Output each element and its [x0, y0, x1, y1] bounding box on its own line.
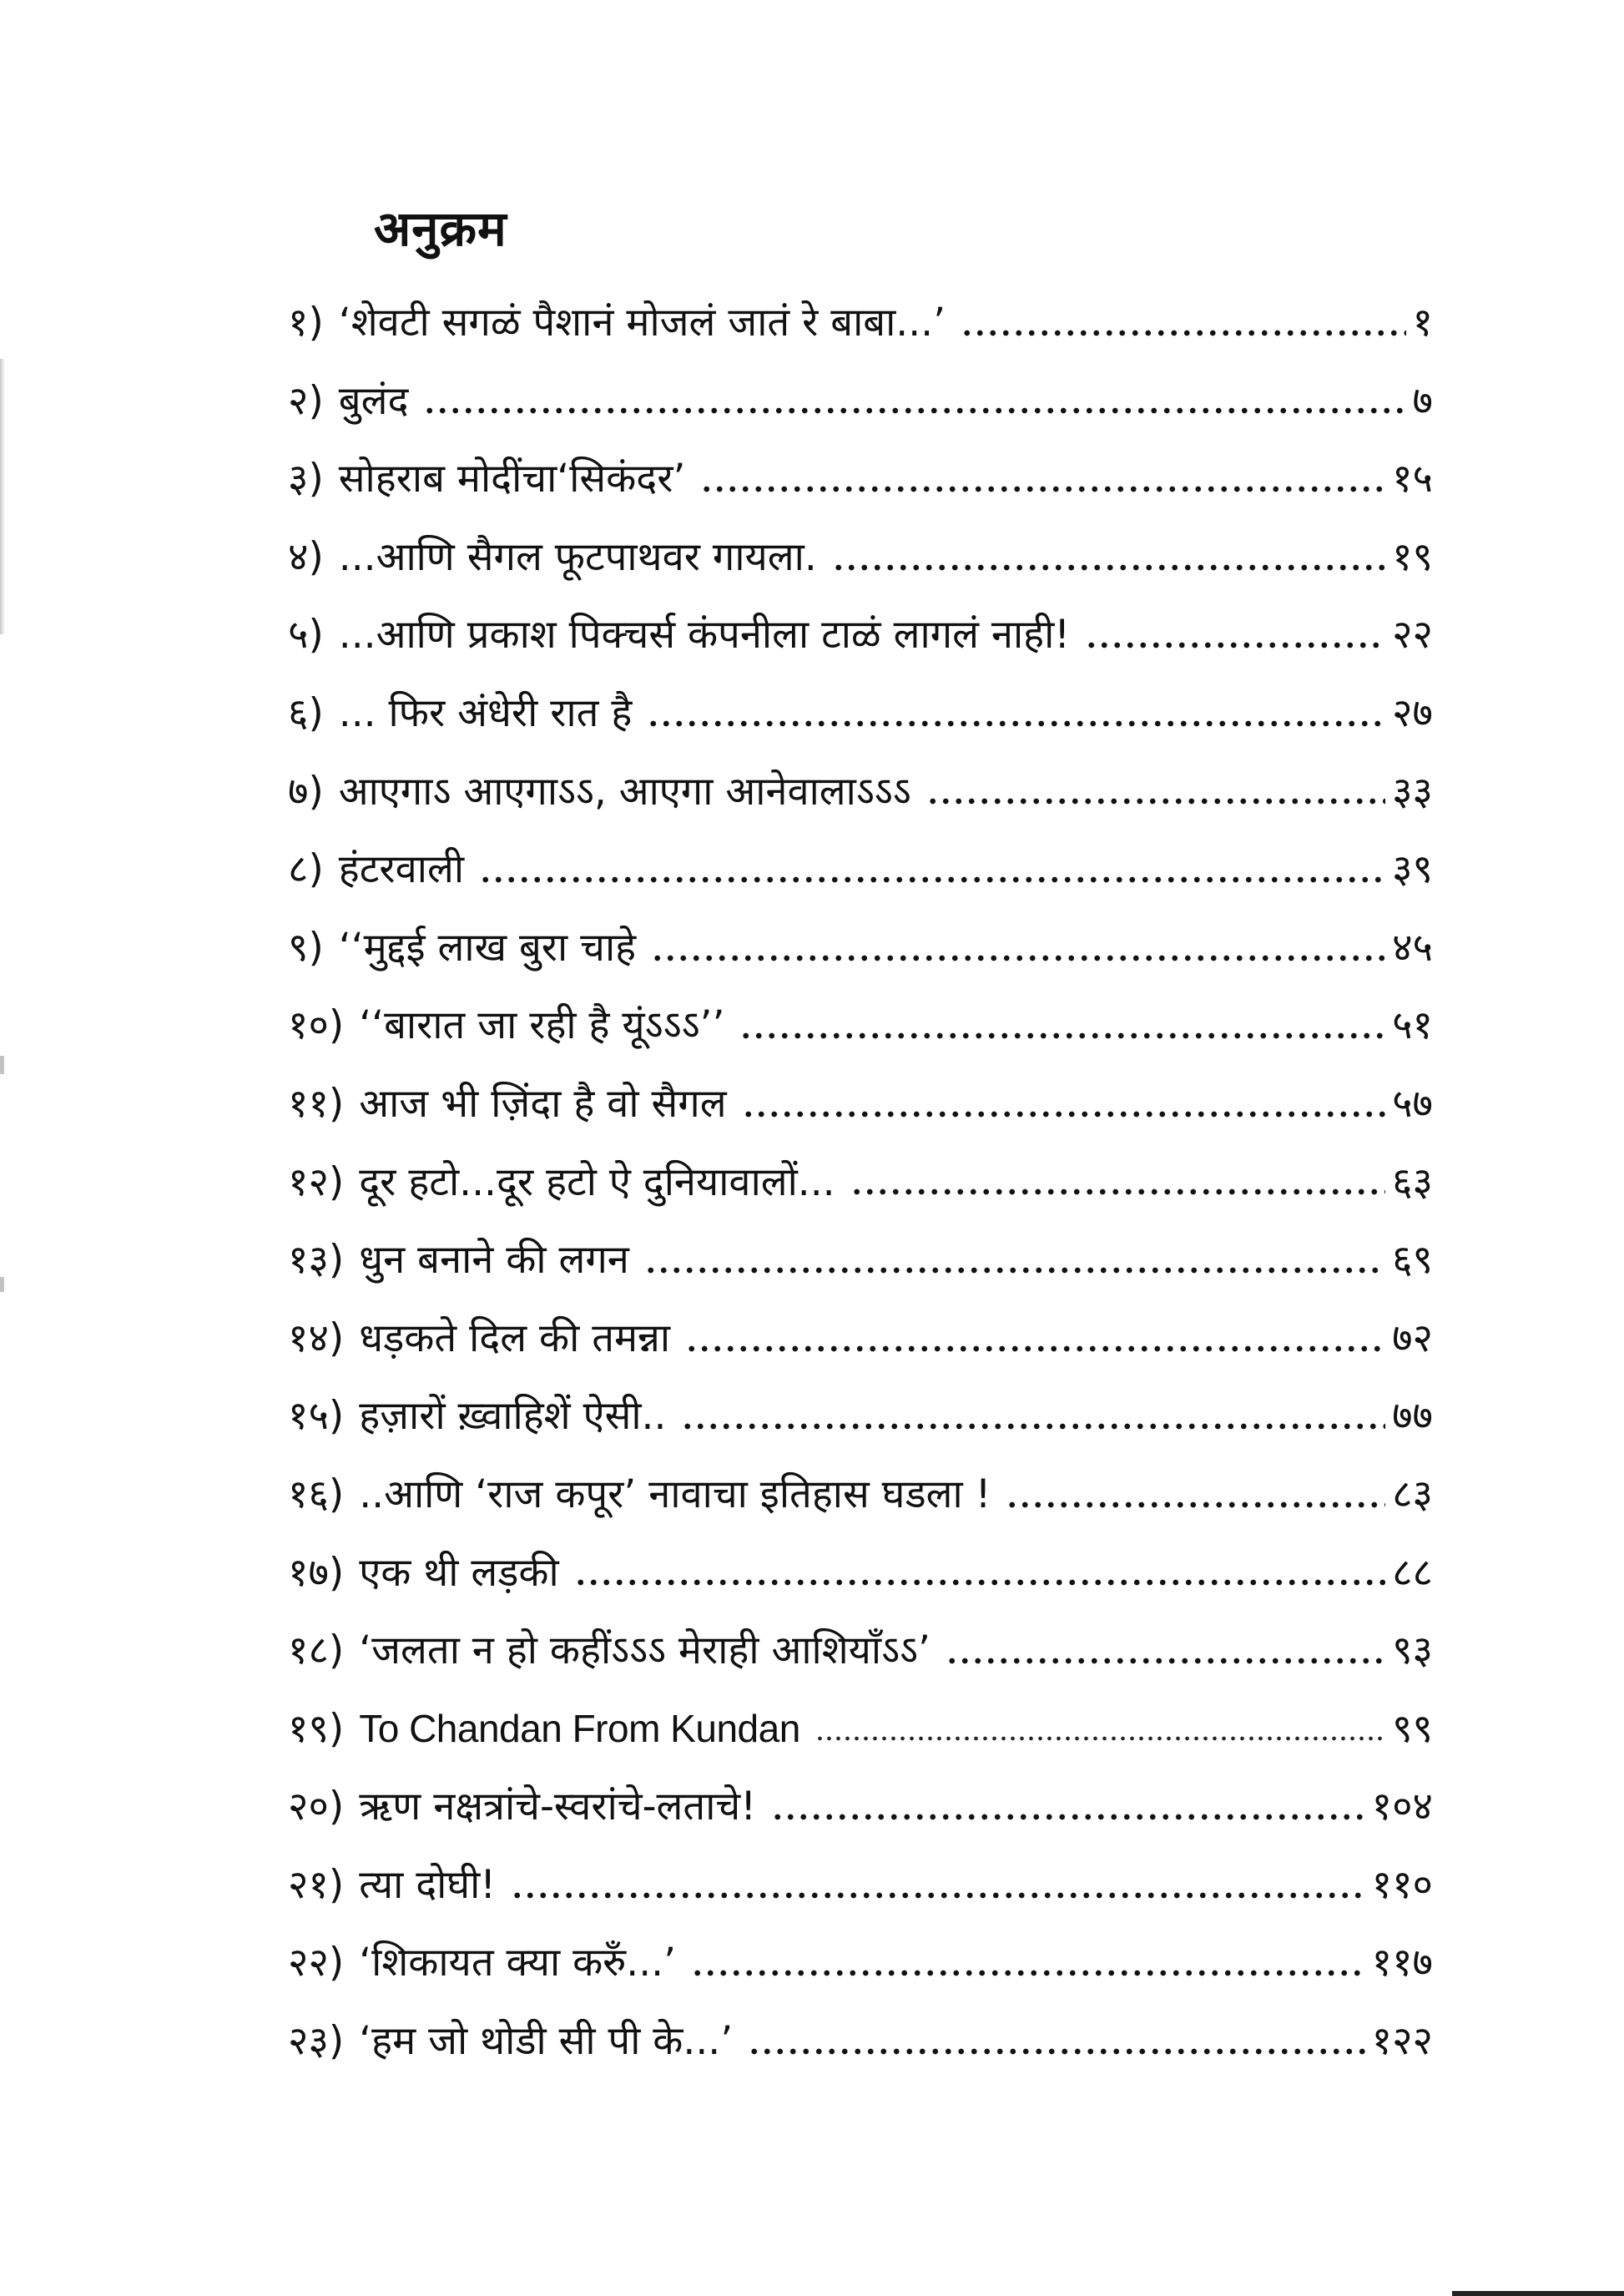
toc-entry-number: ८)	[288, 846, 324, 893]
toc-entry-number: १०)	[288, 1002, 345, 1049]
toc-entry-number: ४)	[288, 533, 324, 580]
toc-entry-number: ९)	[288, 924, 324, 971]
toc-entry	[288, 518, 1433, 597]
toc-entry	[288, 1143, 1433, 1222]
toc-entry	[288, 1534, 1433, 1612]
toc-entry-page-number: १९	[1392, 533, 1433, 580]
dot-leader	[748, 2046, 1365, 2057]
toc-entry	[288, 1768, 1433, 1846]
toc-heading: अनुक्रम	[374, 200, 507, 257]
dot-leader	[832, 562, 1385, 573]
toc-entry-page-number: ५७	[1392, 1080, 1433, 1127]
dot-leader	[850, 1186, 1386, 1198]
toc-entry	[288, 674, 1433, 753]
toc-entry	[288, 2002, 1433, 2081]
toc-entry-title: ‘शेवटी सगळं पैशानं मोजलं जातं रे बाबा...’	[338, 300, 946, 346]
toc-entry-title: ऋण नक्षत्रांचे-स्वरांचे-लताचे!	[359, 1784, 757, 1830]
toc-entry-number: २०)	[288, 1784, 345, 1830]
toc-entry-page-number: ८८	[1392, 1549, 1433, 1596]
toc-entry-title: ‘जलता न हो कहींऽऽऽ मेराही आशियाँऽऽ’	[359, 1627, 931, 1674]
toc-entry-title: ...आणि सैगल फूटपाथवर गायला.	[338, 533, 817, 580]
toc-entry-number: ११)	[288, 1080, 345, 1127]
toc-entry-number: २१)	[288, 1861, 345, 1908]
toc-entry-title: एक थी लड़की	[359, 1549, 559, 1596]
dot-leader	[926, 795, 1385, 807]
toc-list	[288, 284, 1433, 2081]
toc-entry	[288, 1690, 1433, 1769]
toc-entry-page-number: २७	[1392, 689, 1433, 736]
toc-entry	[288, 1846, 1433, 1925]
toc-entry-page-number: १२२	[1371, 2018, 1433, 2065]
toc-entry-number: १२)	[288, 1158, 345, 1205]
toc-entry-page-number: १०४	[1371, 1784, 1433, 1830]
toc-entry	[288, 362, 1433, 441]
toc-entry-title: बुलंद	[338, 377, 409, 424]
toc-entry-title: आज भी ज़िंदा है वो सैगल	[359, 1080, 727, 1127]
dot-leader	[574, 1577, 1385, 1588]
toc-entry-page-number: ९९	[1392, 1705, 1433, 1752]
toc-entry-title: दूर हटो...दूर हटो ऐ दुनियावालों...	[359, 1158, 835, 1205]
toc-entry-title: ... फिर अंधेरी रात है	[338, 689, 633, 736]
toc-entry	[288, 1612, 1433, 1690]
toc-entry-number: १४)	[288, 1315, 345, 1361]
toc-entry-page-number: ११७	[1371, 1940, 1433, 1986]
toc-entry-page-number: ३३	[1392, 768, 1433, 815]
scan-edge-shadow	[0, 359, 5, 634]
dot-leader	[681, 1420, 1385, 1432]
toc-entry-page-number: १५	[1392, 456, 1433, 502]
toc-entry-number: १९)	[288, 1705, 345, 1752]
dot-leader	[1006, 1499, 1385, 1511]
dot-leader	[685, 1343, 1385, 1355]
toc-entry	[288, 1221, 1433, 1299]
dot-leader	[647, 718, 1385, 729]
toc-entry-title: ‘शिकायत क्या करुँ...’	[359, 1940, 677, 1986]
toc-entry-number: ६)	[288, 689, 324, 736]
toc-entry-number: ३)	[288, 456, 324, 502]
toc-entry	[288, 284, 1433, 362]
toc-entry-title: हज़ारों ख़्वाहिशें ऐसी..	[359, 1393, 667, 1440]
scan-speck	[0, 1056, 4, 1074]
toc-entry	[288, 1065, 1433, 1143]
toc-entry-number: २३)	[288, 2018, 345, 2065]
toc-entry	[288, 1377, 1433, 1456]
toc-entry-page-number: २२	[1392, 612, 1433, 659]
toc-entry	[288, 987, 1433, 1065]
toc-entry-number: १३)	[288, 1237, 345, 1284]
toc-entry-number: १७)	[288, 1549, 345, 1596]
toc-entry-page-number: ४५	[1392, 924, 1433, 971]
dot-leader	[771, 1811, 1365, 1823]
toc-entry-number: १८)	[288, 1627, 345, 1674]
dot-leader	[423, 405, 1405, 416]
toc-entry-page-number: ९३	[1392, 1627, 1433, 1674]
toc-entry-number: ७)	[288, 768, 324, 815]
toc-entry-number: १५)	[288, 1393, 345, 1440]
toc-entry-title: ..आणि ‘राज कपूर’ नावाचा इतिहास घडला !	[359, 1471, 991, 1517]
toc-entry-title: हंटरवाली	[338, 846, 464, 893]
toc-entry-title: त्या दोघी!	[359, 1861, 497, 1908]
toc-entry-page-number: ७२	[1392, 1315, 1433, 1361]
dot-leader	[511, 1890, 1365, 1901]
toc-entry-title: ‘हम जो थोडी सी पी के...’	[359, 2018, 734, 2065]
toc-entry-title: धड़कते दिल की तमन्ना	[359, 1315, 671, 1361]
dot-leader	[742, 1108, 1386, 1120]
toc-entry-number: ५)	[288, 612, 324, 659]
scan-border-mark	[1452, 2291, 1624, 2296]
toc-entry-title: धुन बनाने की लगन	[359, 1237, 629, 1284]
toc-entry-page-number: ८३	[1392, 1471, 1433, 1517]
toc-entry-page-number: ६३	[1392, 1158, 1433, 1205]
toc-entry	[288, 596, 1433, 674]
toc-entry-title: ‘‘मुद्दई लाख बुरा चाहे	[338, 924, 637, 971]
scan-speck	[0, 1277, 4, 1292]
toc-entry	[288, 1299, 1433, 1378]
toc-entry-title: आएगाऽ आएगाऽऽ, आएगा आनेवालाऽऽऽ	[338, 768, 911, 815]
dot-leader	[815, 1733, 1385, 1744]
dot-leader	[479, 874, 1385, 886]
dot-leader	[644, 1264, 1385, 1276]
dot-leader	[946, 1655, 1385, 1667]
dot-leader	[651, 952, 1385, 964]
dot-leader	[700, 483, 1385, 495]
toc-entry-title: सोहराब मोदींचा‘सिकंदर’	[338, 456, 686, 502]
toc-entry-page-number: ११०	[1371, 1861, 1433, 1908]
dot-leader	[1085, 639, 1385, 651]
toc-entry-number: १६)	[288, 1471, 345, 1517]
toc-entry	[288, 440, 1433, 518]
toc-entry-page-number: ७७	[1392, 1393, 1433, 1440]
toc-entry	[288, 753, 1433, 831]
toc-entry-page-number: ५१	[1392, 1002, 1433, 1049]
toc-entry	[288, 830, 1433, 909]
toc-entry-number: २)	[288, 377, 324, 424]
dot-leader	[961, 327, 1406, 339]
toc-entry-page-number: ३९	[1392, 846, 1433, 893]
toc-entry-page-number: ६९	[1392, 1237, 1433, 1284]
dot-leader	[739, 1030, 1385, 1042]
toc-entry-number: १)	[288, 300, 324, 346]
toc-entry-title: ‘‘बारात जा रही है यूंऽऽऽ’’	[359, 1002, 725, 1049]
toc-entry-title: To Chandan From Kundan	[359, 1706, 800, 1750]
toc-entry-page-number: १	[1412, 300, 1433, 346]
dot-leader	[691, 1967, 1365, 1979]
toc-entry	[288, 1456, 1433, 1534]
toc-entry	[288, 1924, 1433, 2002]
toc-entry-title: ...आणि प्रकाश पिक्चर्स कंपनीला टाळं लागलं नाही!	[338, 612, 1071, 659]
toc-entry-number: २२)	[288, 1940, 345, 1986]
toc-entry	[288, 909, 1433, 987]
toc-entry-page-number: ७	[1412, 377, 1433, 424]
